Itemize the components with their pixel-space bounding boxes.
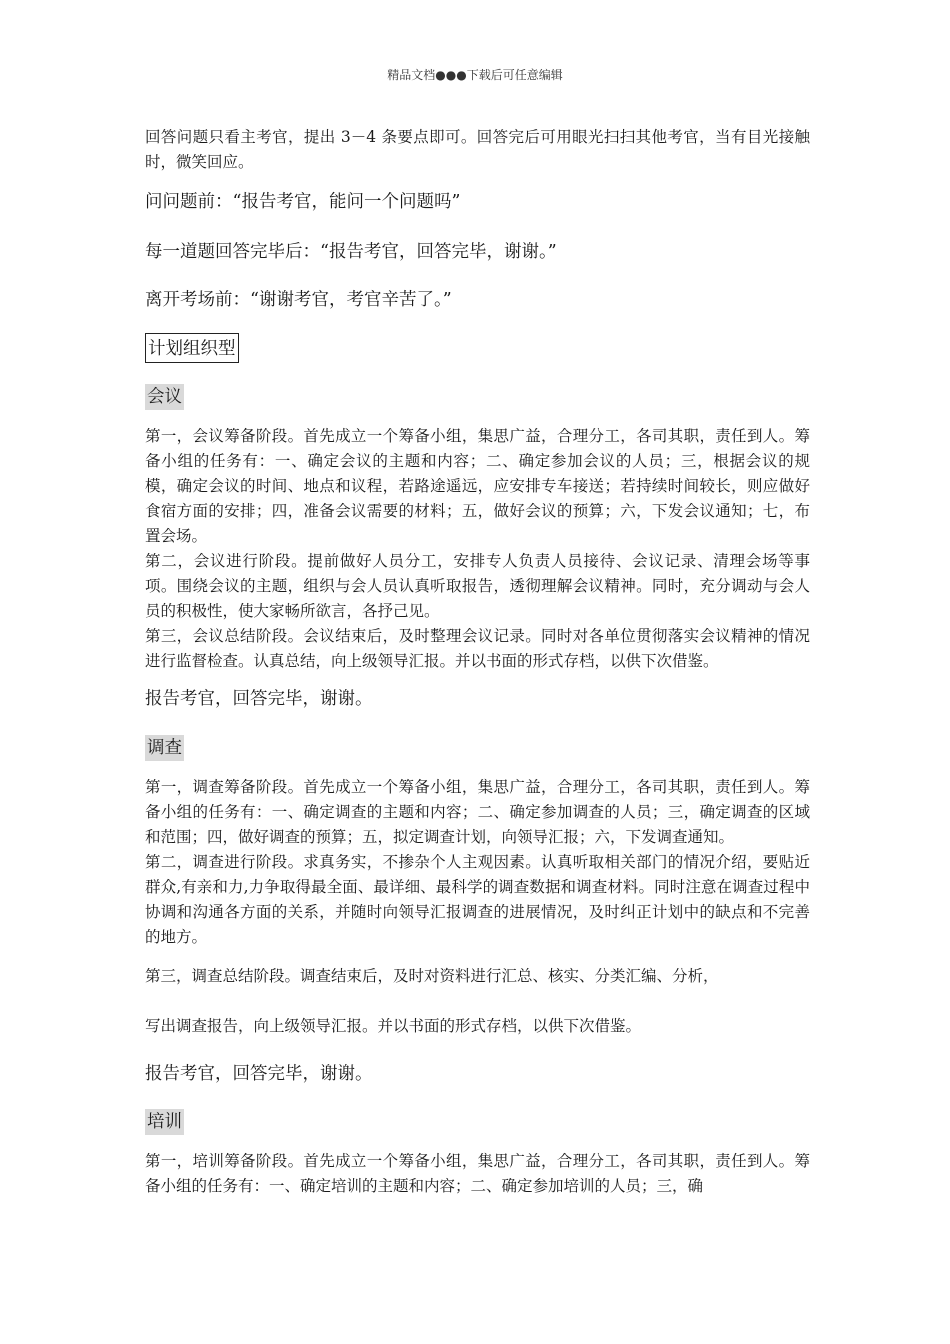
meeting-stage-3: 第三，会议总结阶段。会议结束后，及时整理会议记录。同时对各单位贯彻落实会议精神的情况进行监督检查。认真总结，向上级领导汇报。并以书面的形式存档，以供下次借鉴。 (145, 627, 810, 670)
meeting-closing: 报告考官，回答完毕，谢谢。 (145, 689, 373, 709)
survey-stage-2: 第二，调查进行阶段。求真务实，不掺杂个人主观因素。认真听取相关部门的情况介绍，要贴近群众,有亲和力,力争取得最全面、最详细、最科学的调查数据和调查材料。同时注意在调查过程中协调和沟通各方面的关系，并随时向领导汇报调查的进展情况，及时纠正计划中的缺点和不完善的地方。 (145, 853, 810, 946)
meeting-stage-1: 第一，会议筹备阶段。首先成立一个筹备小组，集思广益，合理分工，各司其职，责任到人。筹备小组的任务有：一、确定会议的主题和内容；二、确定参加会议的人员；三，根据会议的规模，确定会议的时间、地点和议程，若路途遥远，应安排专车接送；若持续时间较长，则应做好食宿方面的安排；四，准备会议需要的材料；五，做好会议的预算；六，下发会议通知；七，布置会场。 (145, 427, 810, 545)
page-header: 精品文档●●●下载后可任意编辑 (387, 68, 563, 82)
intro-paragraph: 回答问题只看主考官，提出 3－4 条要点即可。回答完后可用眼光扫扫其他考官，当有目光接触时，微笑回应。 (145, 128, 810, 171)
survey-stage-1: 第一，调查筹备阶段。首先成立一个筹备小组，集思广益，合理分工，各司其职，责任到人。筹备小组的任务有：一、确定调查的主题和内容；二、确定参加调查的人员；三，确定调查的区域和范围；四，做好调查的预算；五，拟定调查计划，向领导汇报；六，下发调查通知。 (145, 778, 810, 846)
training-stage-1: 第一，培训筹备阶段。首先成立一个筹备小组，集思广益，合理分工，各司其职，责任到人。筹备小组的任务有：一、确定培训的主题和内容；二、确定参加培训的人员；三，确 (145, 1152, 810, 1195)
survey-stage-3-b: 写出调查报告，向上级领导汇报。并以书面的形式存档，以供下次借鉴。 (145, 1017, 642, 1035)
meeting-stage-2: 第二，会议进行阶段。提前做好人员分工，安排专人负责人员接待、会议记录、清理会场等事项。围绕会议的主题，组织与会人员认真听取报告，透彻理解会议精神。同时，充分调动与会人员的积极性，使大家畅所欲言，各抒己见。 (145, 552, 810, 620)
section-title-boxed: 计划组织型 (145, 333, 239, 363)
survey-stage-3-a: 第三，调查总结阶段。调查结束后，及时对资料进行汇总、核实、分类汇编、分析， (145, 967, 719, 985)
leave-room-line: 离开考场前：“谢谢考官，考官辛苦了。” (145, 290, 452, 310)
ask-question-line: 问问题前：“报告考官，能问一个问题吗” (145, 192, 461, 212)
document-body (145, 125, 810, 1199)
survey-closing: 报告考官，回答完毕，谢谢。 (145, 1064, 373, 1084)
meeting-heading: 会议 (145, 384, 184, 410)
survey-heading: 调查 (145, 735, 184, 761)
after-answer-line: 每一道题回答完毕后：“报告考官，回答完毕，谢谢。” (145, 242, 557, 262)
training-heading: 培训 (145, 1109, 184, 1135)
